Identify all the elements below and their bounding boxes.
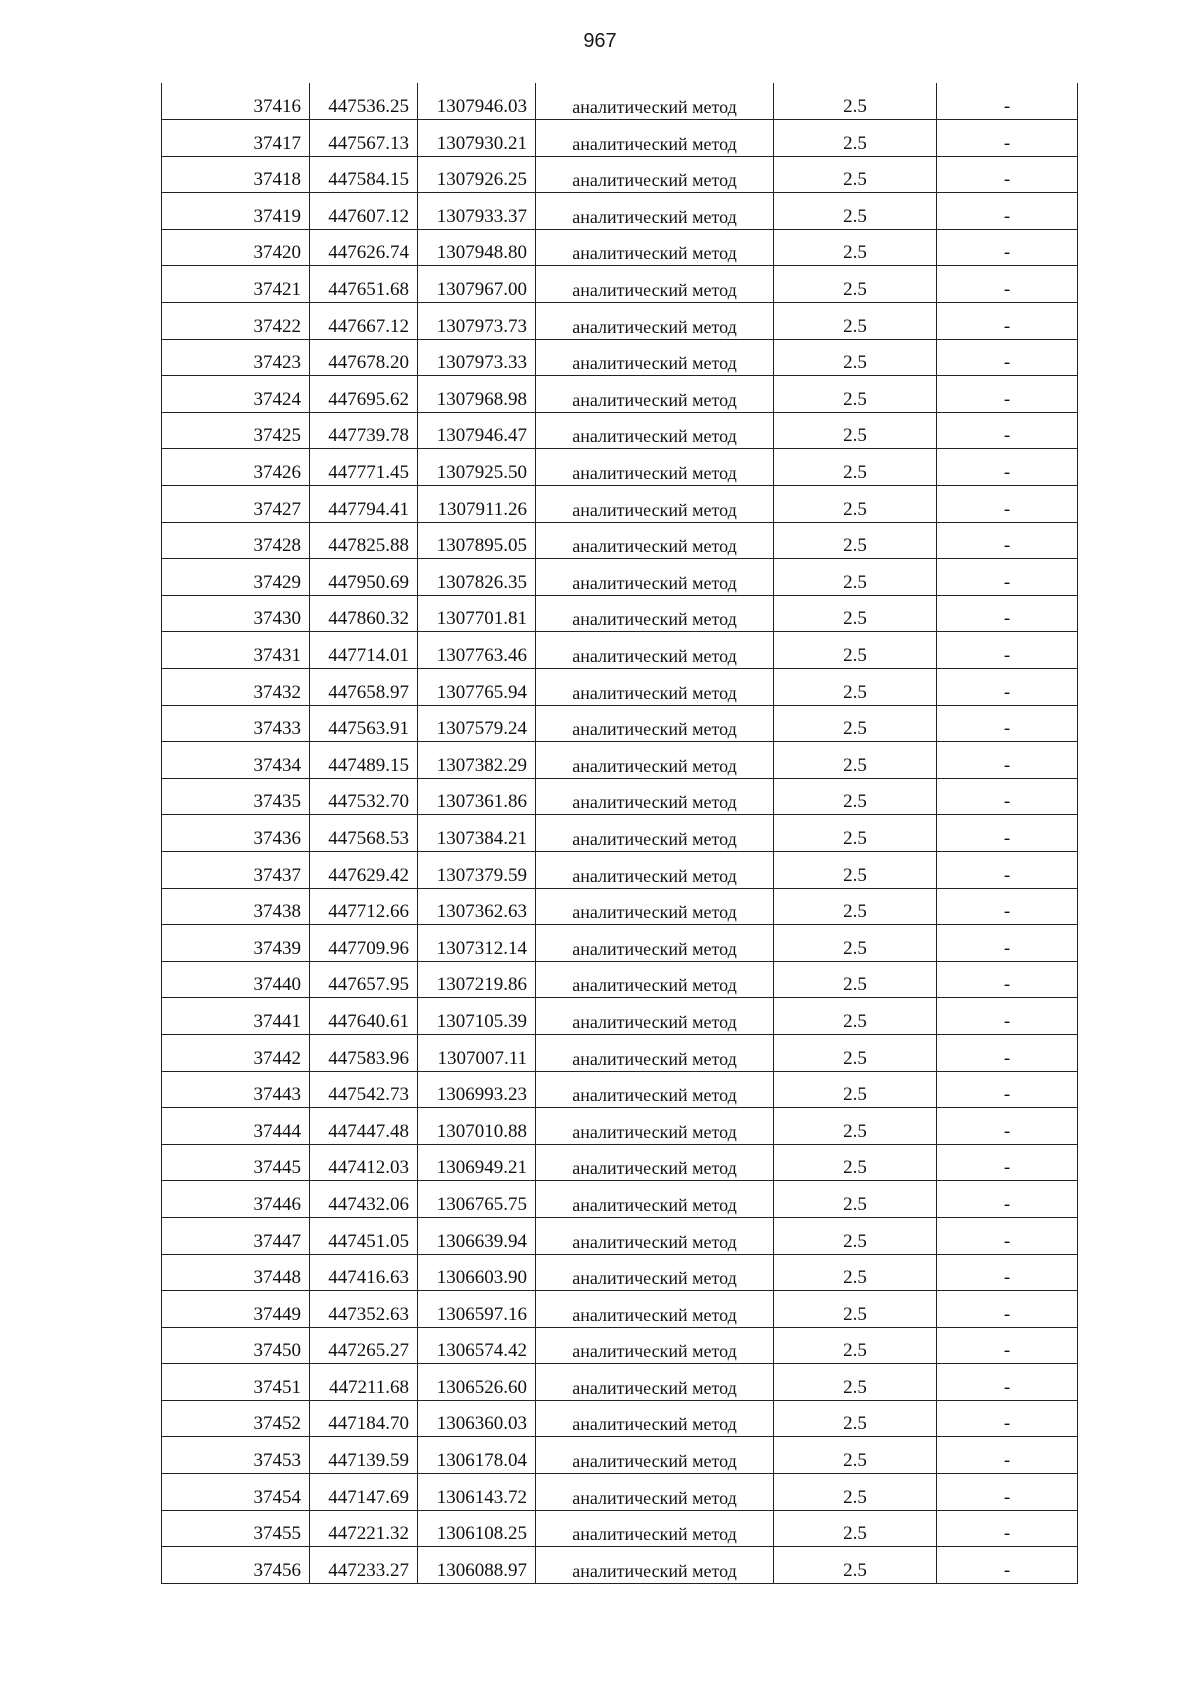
table-row [162,120,1078,157]
note-cell: - [937,595,1078,632]
x-coordinate-cell: 447860.32 [310,595,418,632]
method-cell: аналитический метод [536,1181,774,1218]
note-cell: - [937,120,1078,157]
method-cell: аналитический метод [536,669,774,706]
note-cell: - [937,449,1078,486]
accuracy-cell: 2.5 [774,1254,937,1291]
y-coordinate-cell: 1307763.46 [418,632,536,669]
x-coordinate-cell: 447739.78 [310,412,418,449]
x-coordinate-cell: 447678.20 [310,339,418,376]
accuracy-cell: 2.5 [774,156,937,193]
accuracy-cell: 2.5 [774,888,937,925]
note-cell: - [937,486,1078,523]
note-cell: - [937,1071,1078,1108]
method-cell: аналитический метод [536,303,774,340]
point-number-cell: 37426 [162,449,310,486]
note-cell: - [937,1510,1078,1547]
x-coordinate-cell: 447412.03 [310,1144,418,1181]
point-number-cell: 37438 [162,888,310,925]
note-cell: - [937,1108,1078,1145]
method-cell: аналитический метод [536,705,774,742]
note-cell: - [937,961,1078,998]
method-cell: аналитический метод [536,266,774,303]
x-coordinate-cell: 447629.42 [310,851,418,888]
accuracy-cell: 2.5 [774,961,937,998]
table-row [162,1034,1078,1071]
x-coordinate-cell: 447184.70 [310,1400,418,1437]
table-row [162,1071,1078,1108]
table-row [162,412,1078,449]
point-number-cell: 37447 [162,1217,310,1254]
x-coordinate-cell: 447567.13 [310,120,418,157]
table-row [162,486,1078,523]
method-cell: аналитический метод [536,376,774,413]
y-coordinate-cell: 1307946.47 [418,412,536,449]
accuracy-cell: 2.5 [774,1547,937,1584]
table-row [162,1364,1078,1401]
x-coordinate-cell: 447352.63 [310,1291,418,1328]
x-coordinate-cell: 447709.96 [310,925,418,962]
y-coordinate-cell: 1307382.29 [418,742,536,779]
table-row [162,961,1078,998]
note-cell: - [937,1144,1078,1181]
x-coordinate-cell: 447451.05 [310,1217,418,1254]
point-number-cell: 37444 [162,1108,310,1145]
note-cell: - [937,266,1078,303]
point-number-cell: 37420 [162,229,310,266]
point-number-cell: 37437 [162,851,310,888]
method-cell: аналитический метод [536,1400,774,1437]
accuracy-cell: 2.5 [774,1474,937,1511]
table-row [162,193,1078,230]
accuracy-cell: 2.5 [774,229,937,266]
table-row [162,742,1078,779]
y-coordinate-cell: 1306108.25 [418,1510,536,1547]
accuracy-cell: 2.5 [774,1181,937,1218]
x-coordinate-cell: 447416.63 [310,1254,418,1291]
table-row [162,1437,1078,1474]
x-coordinate-cell: 447651.68 [310,266,418,303]
note-cell: - [937,1181,1078,1218]
x-coordinate-cell: 447211.68 [310,1364,418,1401]
x-coordinate-cell: 447640.61 [310,998,418,1035]
table-row [162,1510,1078,1547]
y-coordinate-cell: 1307967.00 [418,266,536,303]
method-cell: аналитический метод [536,156,774,193]
point-number-cell: 37429 [162,559,310,596]
table-row [162,449,1078,486]
y-coordinate-cell: 1306574.42 [418,1327,536,1364]
method-cell: аналитический метод [536,961,774,998]
method-cell: аналитический метод [536,632,774,669]
page-number: 967 [583,30,617,52]
method-cell: аналитический метод [536,851,774,888]
y-coordinate-cell: 1306088.97 [418,1547,536,1584]
note-cell: - [937,1474,1078,1511]
x-coordinate-cell: 447794.41 [310,486,418,523]
y-coordinate-cell: 1306993.23 [418,1071,536,1108]
y-coordinate-cell: 1307219.86 [418,961,536,998]
accuracy-cell: 2.5 [774,412,937,449]
note-cell: - [937,412,1078,449]
y-coordinate-cell: 1307010.88 [418,1108,536,1145]
point-number-cell: 37443 [162,1071,310,1108]
x-coordinate-cell: 447825.88 [310,522,418,559]
x-coordinate-cell: 447536.25 [310,83,418,120]
note-cell: - [937,1547,1078,1584]
accuracy-cell: 2.5 [774,120,937,157]
y-coordinate-cell: 1306178.04 [418,1437,536,1474]
table-row [162,1254,1078,1291]
y-coordinate-cell: 1307948.80 [418,229,536,266]
accuracy-cell: 2.5 [774,851,937,888]
note-cell: - [937,705,1078,742]
point-number-cell: 37449 [162,1291,310,1328]
y-coordinate-cell: 1306765.75 [418,1181,536,1218]
table-row [162,851,1078,888]
accuracy-cell: 2.5 [774,449,937,486]
method-cell: аналитический метод [536,229,774,266]
accuracy-cell: 2.5 [774,632,937,669]
point-number-cell: 37434 [162,742,310,779]
point-number-cell: 37418 [162,156,310,193]
y-coordinate-cell: 1306597.16 [418,1291,536,1328]
accuracy-cell: 2.5 [774,1034,937,1071]
method-cell: аналитический метод [536,998,774,1035]
point-number-cell: 37435 [162,778,310,815]
method-cell: аналитический метод [536,1291,774,1328]
y-coordinate-cell: 1307926.25 [418,156,536,193]
note-cell: - [937,1254,1078,1291]
accuracy-cell: 2.5 [774,742,937,779]
accuracy-cell: 2.5 [774,486,937,523]
point-number-cell: 37427 [162,486,310,523]
y-coordinate-cell: 1307911.26 [418,486,536,523]
accuracy-cell: 2.5 [774,1437,937,1474]
point-number-cell: 37433 [162,705,310,742]
method-cell: аналитический метод [536,339,774,376]
table-row [162,1474,1078,1511]
table-row [162,815,1078,852]
point-number-cell: 37416 [162,83,310,120]
table-row [162,1547,1078,1584]
point-number-cell: 37454 [162,1474,310,1511]
method-cell: аналитический метод [536,449,774,486]
x-coordinate-cell: 447568.53 [310,815,418,852]
accuracy-cell: 2.5 [774,376,937,413]
x-coordinate-cell: 447584.15 [310,156,418,193]
y-coordinate-cell: 1307930.21 [418,120,536,157]
note-cell: - [937,522,1078,559]
table-row [162,1291,1078,1328]
x-coordinate-cell: 447447.48 [310,1108,418,1145]
table-row [162,156,1078,193]
y-coordinate-cell: 1306143.72 [418,1474,536,1511]
method-cell: аналитический метод [536,1474,774,1511]
table-row [162,705,1078,742]
y-coordinate-cell: 1307946.03 [418,83,536,120]
accuracy-cell: 2.5 [774,1071,937,1108]
x-coordinate-cell: 447657.95 [310,961,418,998]
method-cell: аналитический метод [536,595,774,632]
x-coordinate-cell: 447667.12 [310,303,418,340]
method-cell: аналитический метод [536,1547,774,1584]
table-row [162,1327,1078,1364]
x-coordinate-cell: 447147.69 [310,1474,418,1511]
x-coordinate-cell: 447221.32 [310,1510,418,1547]
method-cell: аналитический метод [536,1071,774,1108]
note-cell: - [937,339,1078,376]
table-row [162,229,1078,266]
x-coordinate-cell: 447265.27 [310,1327,418,1364]
y-coordinate-cell: 1307895.05 [418,522,536,559]
x-coordinate-cell: 447607.12 [310,193,418,230]
x-coordinate-cell: 447233.27 [310,1547,418,1584]
note-cell: - [937,632,1078,669]
note-cell: - [937,815,1078,852]
method-cell: аналитический метод [536,1108,774,1145]
note-cell: - [937,1034,1078,1071]
point-number-cell: 37424 [162,376,310,413]
point-number-cell: 37455 [162,1510,310,1547]
table-row [162,83,1078,120]
y-coordinate-cell: 1307379.59 [418,851,536,888]
accuracy-cell: 2.5 [774,559,937,596]
method-cell: аналитический метод [536,1144,774,1181]
note-cell: - [937,83,1078,120]
coordinates-table [161,83,1078,1584]
accuracy-cell: 2.5 [774,339,937,376]
point-number-cell: 37421 [162,266,310,303]
accuracy-cell: 2.5 [774,83,937,120]
accuracy-cell: 2.5 [774,193,937,230]
table-row [162,888,1078,925]
table-row [162,669,1078,706]
point-number-cell: 37446 [162,1181,310,1218]
x-coordinate-cell: 447563.91 [310,705,418,742]
method-cell: аналитический метод [536,1510,774,1547]
point-number-cell: 37417 [162,120,310,157]
method-cell: аналитический метод [536,1254,774,1291]
y-coordinate-cell: 1307933.37 [418,193,536,230]
table-row [162,559,1078,596]
y-coordinate-cell: 1307973.33 [418,339,536,376]
y-coordinate-cell: 1307384.21 [418,815,536,852]
method-cell: аналитический метод [536,83,774,120]
point-number-cell: 37432 [162,669,310,706]
point-number-cell: 37451 [162,1364,310,1401]
point-number-cell: 37425 [162,412,310,449]
point-number-cell: 37439 [162,925,310,962]
method-cell: аналитический метод [536,778,774,815]
x-coordinate-cell: 447489.15 [310,742,418,779]
y-coordinate-cell: 1307007.11 [418,1034,536,1071]
note-cell: - [937,742,1078,779]
note-cell: - [937,193,1078,230]
x-coordinate-cell: 447532.70 [310,778,418,815]
point-number-cell: 37423 [162,339,310,376]
x-coordinate-cell: 447771.45 [310,449,418,486]
method-cell: аналитический метод [536,1364,774,1401]
x-coordinate-cell: 447950.69 [310,559,418,596]
method-cell: аналитический метод [536,815,774,852]
y-coordinate-cell: 1307701.81 [418,595,536,632]
table-row [162,266,1078,303]
y-coordinate-cell: 1307105.39 [418,998,536,1035]
y-coordinate-cell: 1307968.98 [418,376,536,413]
point-number-cell: 37442 [162,1034,310,1071]
point-number-cell: 37428 [162,522,310,559]
x-coordinate-cell: 447626.74 [310,229,418,266]
note-cell: - [937,156,1078,193]
table-row [162,1144,1078,1181]
table-row [162,1217,1078,1254]
note-cell: - [937,559,1078,596]
table-row [162,998,1078,1035]
point-number-cell: 37440 [162,961,310,998]
note-cell: - [937,925,1078,962]
accuracy-cell: 2.5 [774,998,937,1035]
method-cell: аналитический метод [536,486,774,523]
table-row [162,1108,1078,1145]
note-cell: - [937,1437,1078,1474]
accuracy-cell: 2.5 [774,266,937,303]
x-coordinate-cell: 447712.66 [310,888,418,925]
x-coordinate-cell: 447583.96 [310,1034,418,1071]
table-row [162,376,1078,413]
y-coordinate-cell: 1306949.21 [418,1144,536,1181]
x-coordinate-cell: 447658.97 [310,669,418,706]
x-coordinate-cell: 447695.62 [310,376,418,413]
method-cell: аналитический метод [536,1034,774,1071]
accuracy-cell: 2.5 [774,522,937,559]
y-coordinate-cell: 1307973.73 [418,303,536,340]
accuracy-cell: 2.5 [774,1364,937,1401]
y-coordinate-cell: 1307362.63 [418,888,536,925]
point-number-cell: 37436 [162,815,310,852]
method-cell: аналитический метод [536,522,774,559]
y-coordinate-cell: 1307361.86 [418,778,536,815]
note-cell: - [937,1327,1078,1364]
table-row [162,339,1078,376]
method-cell: аналитический метод [536,1437,774,1474]
method-cell: аналитический метод [536,925,774,962]
table-row [162,522,1078,559]
y-coordinate-cell: 1307826.35 [418,559,536,596]
accuracy-cell: 2.5 [774,303,937,340]
point-number-cell: 37452 [162,1400,310,1437]
y-coordinate-cell: 1307765.94 [418,669,536,706]
note-cell: - [937,669,1078,706]
x-coordinate-cell: 447432.06 [310,1181,418,1218]
note-cell: - [937,888,1078,925]
accuracy-cell: 2.5 [774,669,937,706]
point-number-cell: 37450 [162,1327,310,1364]
y-coordinate-cell: 1306526.60 [418,1364,536,1401]
point-number-cell: 37448 [162,1254,310,1291]
method-cell: аналитический метод [536,1327,774,1364]
table-row [162,1181,1078,1218]
x-coordinate-cell: 447714.01 [310,632,418,669]
note-cell: - [937,229,1078,266]
y-coordinate-cell: 1307925.50 [418,449,536,486]
x-coordinate-cell: 447542.73 [310,1071,418,1108]
method-cell: аналитический метод [536,559,774,596]
y-coordinate-cell: 1306603.90 [418,1254,536,1291]
point-number-cell: 37456 [162,1547,310,1584]
note-cell: - [937,778,1078,815]
accuracy-cell: 2.5 [774,1217,937,1254]
y-coordinate-cell: 1306360.03 [418,1400,536,1437]
point-number-cell: 37430 [162,595,310,632]
table-body [162,83,1078,1583]
accuracy-cell: 2.5 [774,1144,937,1181]
method-cell: аналитический метод [536,120,774,157]
y-coordinate-cell: 1307579.24 [418,705,536,742]
method-cell: аналитический метод [536,412,774,449]
accuracy-cell: 2.5 [774,1400,937,1437]
note-cell: - [937,376,1078,413]
accuracy-cell: 2.5 [774,1108,937,1145]
accuracy-cell: 2.5 [774,705,937,742]
point-number-cell: 37453 [162,1437,310,1474]
y-coordinate-cell: 1307312.14 [418,925,536,962]
table-row [162,778,1078,815]
table-row [162,925,1078,962]
note-cell: - [937,303,1078,340]
point-number-cell: 37445 [162,1144,310,1181]
y-coordinate-cell: 1306639.94 [418,1217,536,1254]
table-row [162,632,1078,669]
table-row [162,1400,1078,1437]
method-cell: аналитический метод [536,742,774,779]
method-cell: аналитический метод [536,1217,774,1254]
table-row [162,303,1078,340]
point-number-cell: 37422 [162,303,310,340]
note-cell: - [937,1400,1078,1437]
accuracy-cell: 2.5 [774,925,937,962]
note-cell: - [937,851,1078,888]
x-coordinate-cell: 447139.59 [310,1437,418,1474]
method-cell: аналитический метод [536,888,774,925]
point-number-cell: 37441 [162,998,310,1035]
note-cell: - [937,998,1078,1035]
note-cell: - [937,1291,1078,1328]
accuracy-cell: 2.5 [774,1510,937,1547]
note-cell: - [937,1364,1078,1401]
accuracy-cell: 2.5 [774,1327,937,1364]
accuracy-cell: 2.5 [774,815,937,852]
accuracy-cell: 2.5 [774,1291,937,1328]
table-row [162,595,1078,632]
note-cell: - [937,1217,1078,1254]
accuracy-cell: 2.5 [774,595,937,632]
accuracy-cell: 2.5 [774,778,937,815]
point-number-cell: 37431 [162,632,310,669]
point-number-cell: 37419 [162,193,310,230]
method-cell: аналитический метод [536,193,774,230]
